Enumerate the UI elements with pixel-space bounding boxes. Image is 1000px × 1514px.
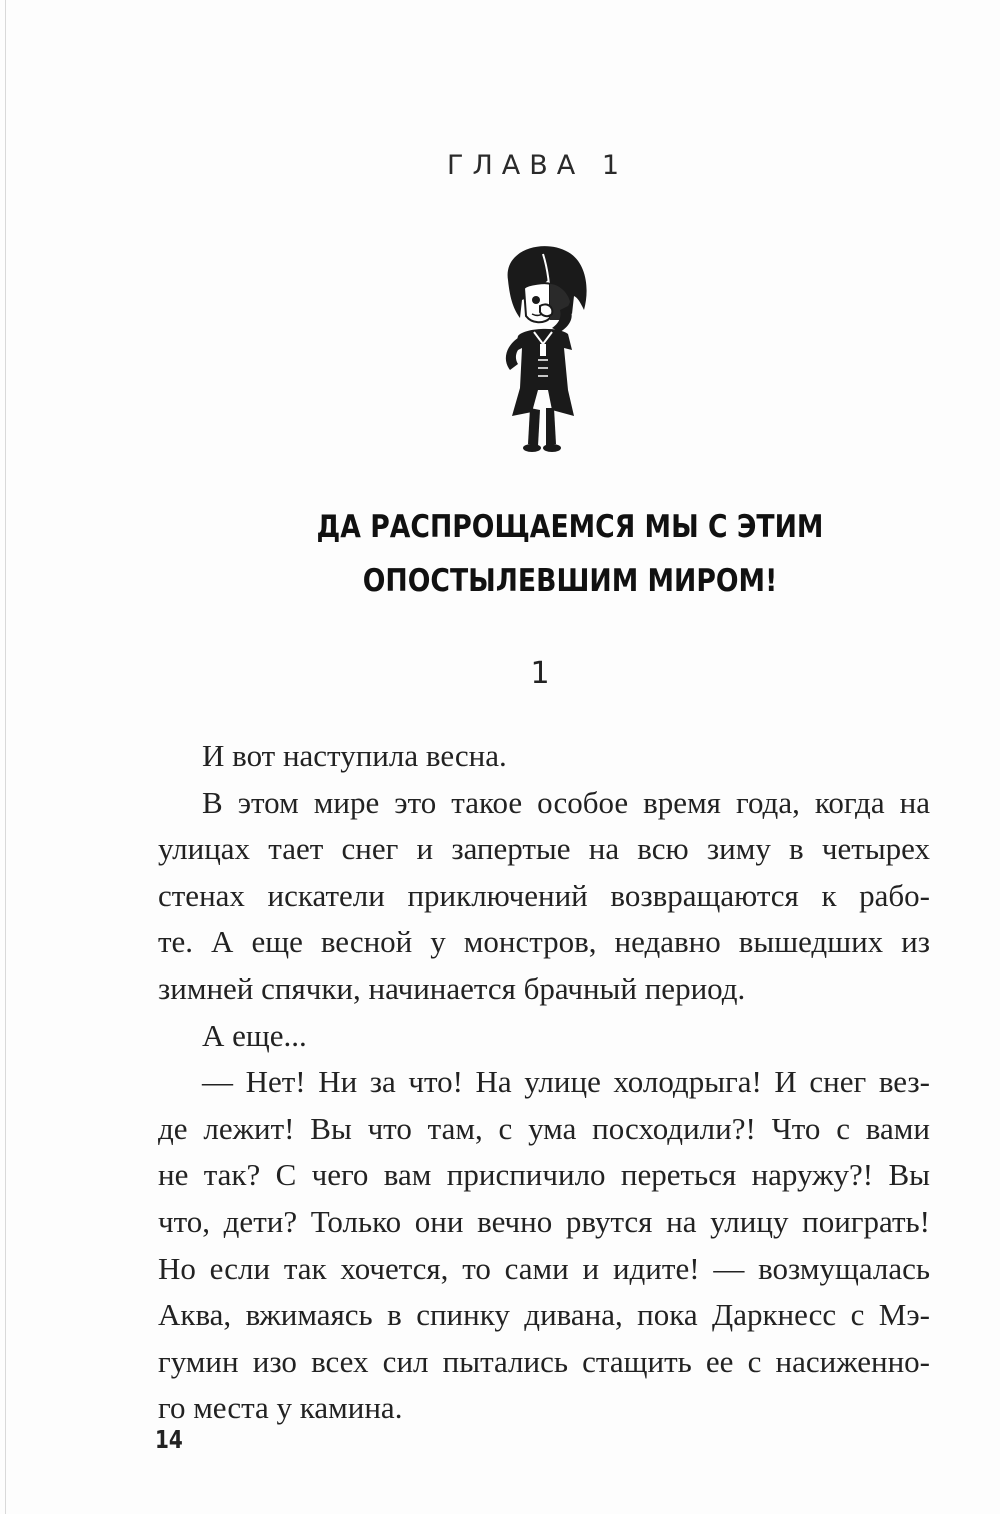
text-line: гумин изо всех сил пытались стащить ее с насиженно- [158, 1343, 930, 1379]
page-number: 14 [155, 1425, 183, 1454]
text-line: стенах искатели приключений возвращаются к рабо- [158, 877, 930, 913]
text-line: не так? С чего вам приспичило переться наружу?! Вы [158, 1157, 930, 1193]
text-line: го места у камина. [158, 1390, 403, 1426]
text-line: Аква, вжимаясь в спинку дивана, пока Даркнесс с Мэ- [158, 1297, 930, 1333]
text-line: Но если так хочется, то сами и идите! — возмущалась [158, 1250, 930, 1286]
section-number: 1 [530, 656, 550, 691]
chapter-label: ГЛАВА 1 [447, 150, 628, 181]
chapter-title [200, 500, 940, 608]
body-text [158, 733, 930, 1432]
text-line: И вот наступила весна. [202, 738, 507, 773]
text-line: зимней спячки, начинается брачный период. [158, 970, 746, 1006]
chapter-title-line-2: ОПОСТЫЛЕВШИМ МИРОМ! [362, 563, 778, 599]
text-line: В этом мире это такое особое время года, когда на [202, 784, 930, 820]
page-edge [5, 0, 6, 1514]
text-line: де лежит! Вы что там, с ума посходили?! Что с вами [158, 1110, 930, 1146]
text-line: — Нет! Ни за что! На улице холодрыга! И снег вез- [202, 1064, 930, 1100]
text-line: что, дети? Только они вечно рвутся на улицу поиграть! [158, 1203, 930, 1239]
text-line: улицах тает снег и запертые на всю зиму в четырех [158, 831, 930, 867]
text-line: А еще... [202, 1017, 307, 1053]
chapter-title-line-1: ДА РАСПРОЩАЕМСЯ МЫ С ЭТИМ [316, 509, 824, 545]
text-line: те. А еще весной у монстров, недавно вышедших из [158, 924, 930, 960]
chibi-character-icon [488, 240, 598, 458]
